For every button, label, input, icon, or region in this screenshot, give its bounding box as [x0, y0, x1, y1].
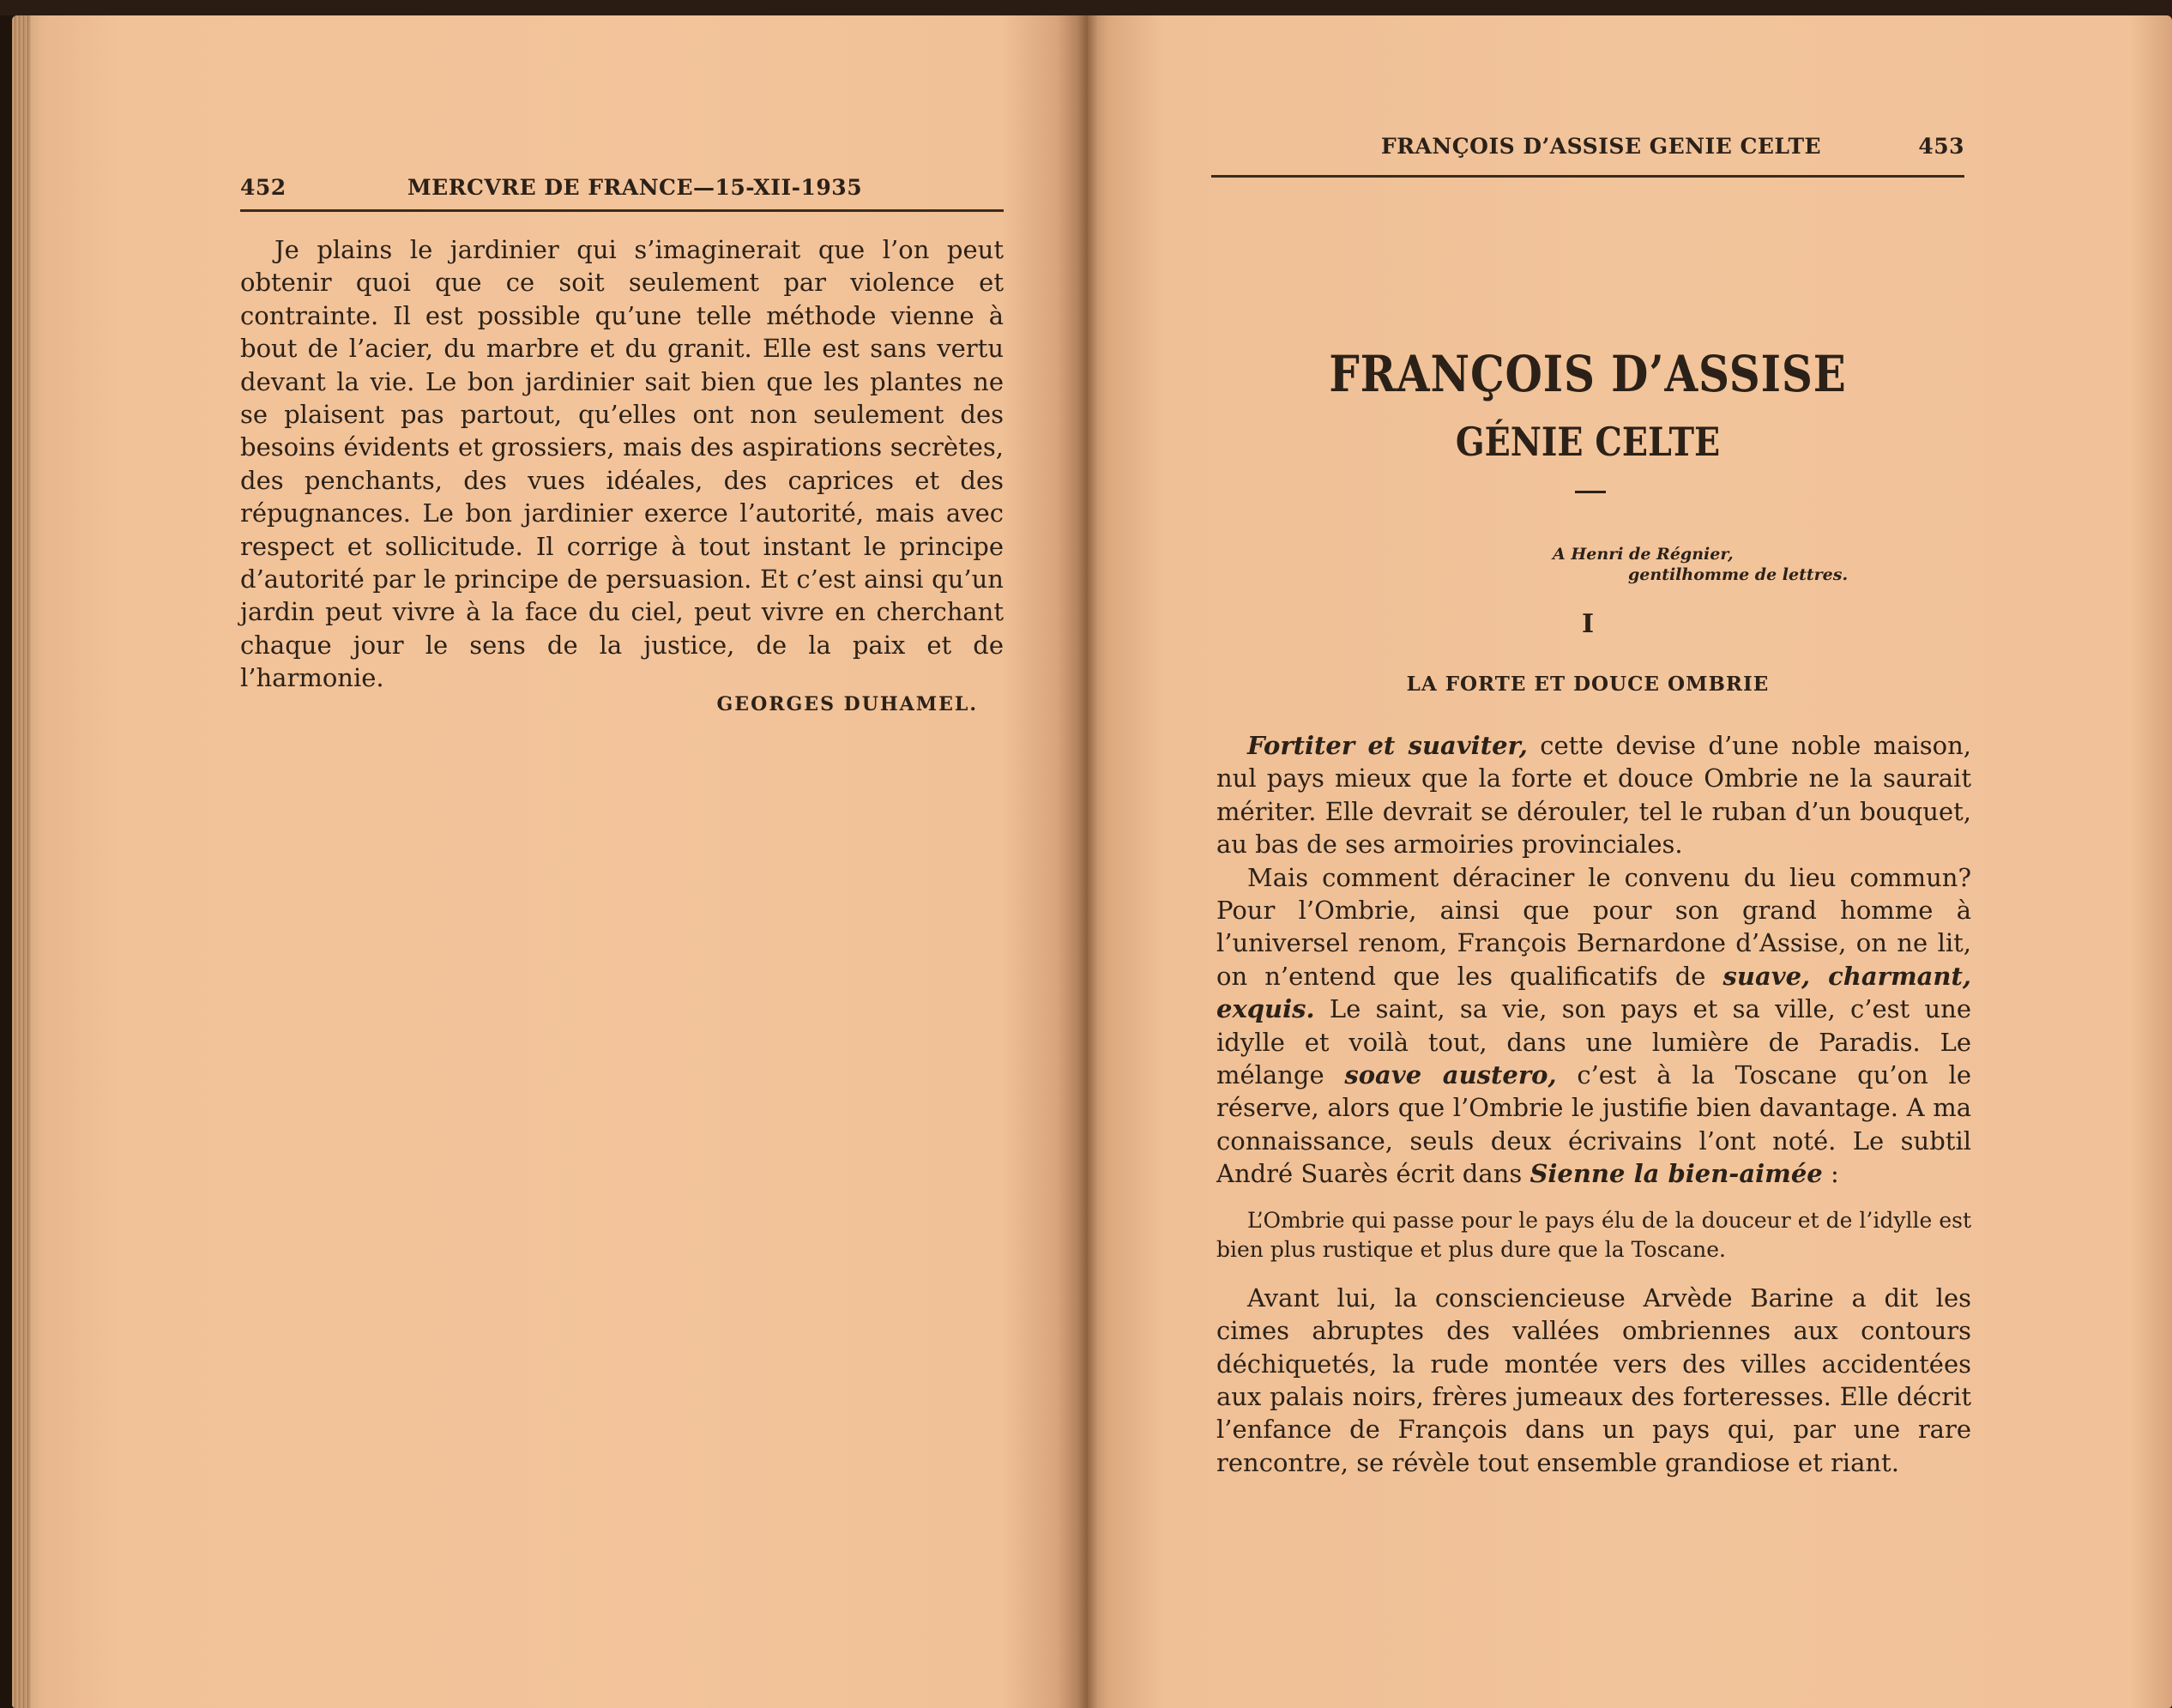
p2-c: c’est à la Toscane qu’on le réserve, alors que l’Ombrie le justifie bien davantage. A ma connaissance, seuls deux écrivains l’ont noté. Le subtil André Suarès écrit dans [1216, 1060, 1971, 1189]
p2-italic-2: soave austero, [1344, 1060, 1557, 1090]
right-body-text [1216, 729, 1971, 1479]
paragraph-1 [1216, 729, 1971, 861]
p2-a: Mais comment déraciner le convenu du lieu commun? Pour l’Ombrie, ainsi que pour son grand homme à l’universel renom, François Bernardone d’Assise, on ne lit, on n’entend que les qualificatifs de [1216, 862, 1971, 991]
chapter-title: FRANÇOIS D’ASSISE [1329, 345, 1847, 403]
chapter-subtitle: GÉNIE CELTE [1455, 419, 1721, 465]
right-running-title: FRANÇOIS D’ASSISE GENIE CELTE [1381, 134, 1822, 159]
book-gutter [1077, 15, 1098, 1708]
p2-d: : [1822, 1159, 1839, 1189]
paragraph-2 [1216, 861, 1971, 1191]
left-paragraph: Je plains le jardinier qui s’imaginerait que l’on peut obtenir quoi que ce soit seulement par violence et contrainte. Il est possible qu’une telle méthode vienne à bout de l’acier, du marbre et du granit. Elle est sans vertu devant la vie. Le bon jardinier sait bien que les plantes ne se plaisent pas partout, qu’elles ont non seulement des besoins évidents et grossiers, mais des aspirations secrètes, des penchants, des vues idéales, des caprices et des répugnances. Le bon jardinier exerce l’autorité, mais avec respect et sollicitude. Il corrige à tout instant le principe d’autorité par le principe de persuasion. Et c’est ainsi qu’un jardin peut vivre à la face du ciel, peut vivre en cherchant chaque jour le sens de la justice, de la paix et de l’harmonie. [240, 235, 1004, 693]
section-number: I [1581, 609, 1595, 639]
right-running-head [1381, 134, 1964, 168]
left-running-head [240, 175, 1004, 209]
p2-italic-3: Sienne la bien-aimée [1529, 1159, 1823, 1189]
block-quote: L’Ombrie qui passe pour le pays élu de la douceur et de l’idylle est bien plus rustique et plus dure que la Toscane. [1216, 1207, 1971, 1262]
open-book [0, 15, 2172, 1708]
right-header-rule [1211, 175, 1964, 178]
left-page [12, 15, 1088, 1708]
page-edges [12, 15, 31, 1708]
title-dash [1575, 491, 1606, 493]
left-page-number: 452 [240, 175, 287, 200]
right-page-number: 453 [1918, 134, 1964, 159]
dedication-line-1: A Henri de Régnier, [1553, 545, 1734, 564]
section-title: LA FORTE ET DOUCE OMBRIE [1406, 673, 1770, 696]
author-signature: GEORGES DUHAMEL. [716, 693, 978, 715]
p2-b: Le saint, sa vie, son pays et sa ville, c’est une idylle et voilà tout, dans une lumière de Paradis. Le mélange [1216, 994, 1971, 1090]
p1-text: cette devise d’une noble maison, nul pays mieux que la forte et douce Ombrie ne la saurait mériter. Elle devrait se dérouler, tel le ruban d’un bouquet, au bas de ses armoiries provinciales. [1216, 731, 1971, 860]
left-body-text [240, 233, 1004, 695]
paragraph-3: Avant lui, la consciencieuse Arvède Barine a dit les cimes abruptes des vallées ombriennes aux contours déchiquetés, la rude montée vers des villes accidentées aux palais noirs, frères jumeaux des forteresses. Elle décrit l’enfance de François dans un pays qui, par une rare rencontre, se révèle tout ensemble grandiose et riant. [1216, 1283, 1971, 1477]
p2-italic-1: suave, charmant, exquis. [1216, 961, 1971, 1024]
p1-italic: Fortiter et suaviter, [1247, 731, 1528, 760]
dedication [1544, 544, 1887, 585]
dedication-line-2: gentilhomme de lettres. [1628, 565, 1849, 584]
left-running-title: MERCVRE DE FRANCE—15-XII-1935 [407, 175, 863, 200]
left-header-rule [240, 209, 1004, 212]
